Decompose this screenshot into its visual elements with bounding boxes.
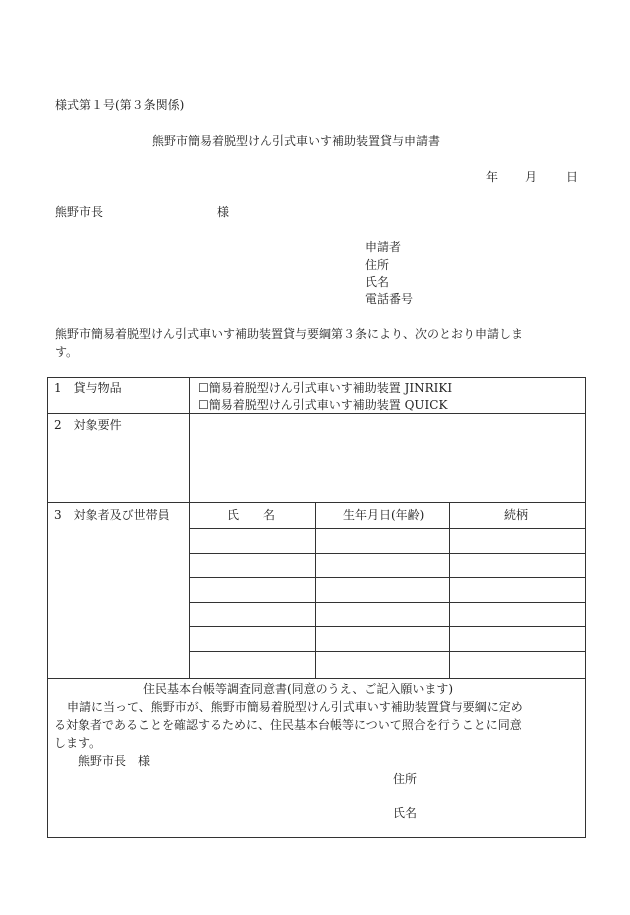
applicant-label: 申請者 (365, 240, 402, 254)
row-eligibility (48, 414, 585, 503)
eligibility-label: 2 対象要件 (54, 418, 122, 432)
application-table (47, 377, 586, 838)
member-row-6-name[interactable] (190, 652, 315, 677)
consent-name-label: 氏名 (393, 806, 418, 820)
consent-section (48, 679, 585, 837)
consent-address-label: 住所 (393, 772, 418, 786)
consent-body-line-3: します。 (54, 736, 102, 750)
document-title: 熊野市簡易着脱型けん引式車いす補助装置貸与申請書 (152, 134, 441, 148)
eligibility-field[interactable] (190, 414, 585, 502)
row-loan-item (48, 378, 585, 414)
date-day: 日 (566, 170, 579, 184)
intro-line-2: す。 (55, 345, 79, 359)
consent-addressee: 熊野市長 様 (78, 754, 151, 768)
consent-body-line-1: 申請に当って、熊野市が、熊野市簡易着脱型けん引式車いす補助装置貸与要綱に定め (67, 700, 523, 714)
col-header-relation: 続柄 (504, 508, 529, 522)
member-row-4-name[interactable] (190, 603, 315, 626)
loan-option-quick[interactable]: ☐簡易着脱型けん引式車いす補助装置 QUICK (198, 398, 448, 412)
member-row-2-name[interactable] (190, 554, 315, 577)
loan-item-label: 1 貸与物品 (54, 381, 122, 395)
intro-line-1: 熊野市簡易着脱型けん引式車いす補助装置貸与要綱第３条により、次のとおり申請しま (55, 327, 524, 341)
applicant-name-label: 氏名 (365, 275, 390, 289)
member-row-1-name[interactable] (190, 529, 315, 553)
date-month: 月 (525, 170, 538, 184)
member-row-5-name[interactable] (190, 627, 315, 651)
consent-body-line-2: る対象者であることを確認するために、住民基本台帳等について照合を行うことに同意 (54, 718, 522, 732)
addressee-honorific: 様 (217, 205, 230, 219)
loan-option-jinriki[interactable]: ☐簡易着脱型けん引式車いす補助装置 JINRIKI (198, 381, 453, 395)
applicant-phone-label: 電話番号 (365, 292, 414, 306)
member-row-3-name[interactable] (190, 578, 315, 602)
row-household (48, 503, 585, 679)
addressee: 熊野市長 (55, 205, 104, 219)
applicant-address-label: 住所 (365, 258, 390, 272)
consent-title: 住民基本台帳等調査同意書(同意のうえ、ご記入願います) (143, 682, 454, 696)
col-header-birthdate: 生年月日(年齢) (343, 508, 425, 522)
household-label: 3 対象者及び世帯員 (54, 508, 170, 522)
col-header-name: 氏 名 (227, 508, 276, 522)
form-number: 様式第１号(第３条関係) (55, 98, 185, 112)
date-year: 年 (486, 170, 499, 184)
